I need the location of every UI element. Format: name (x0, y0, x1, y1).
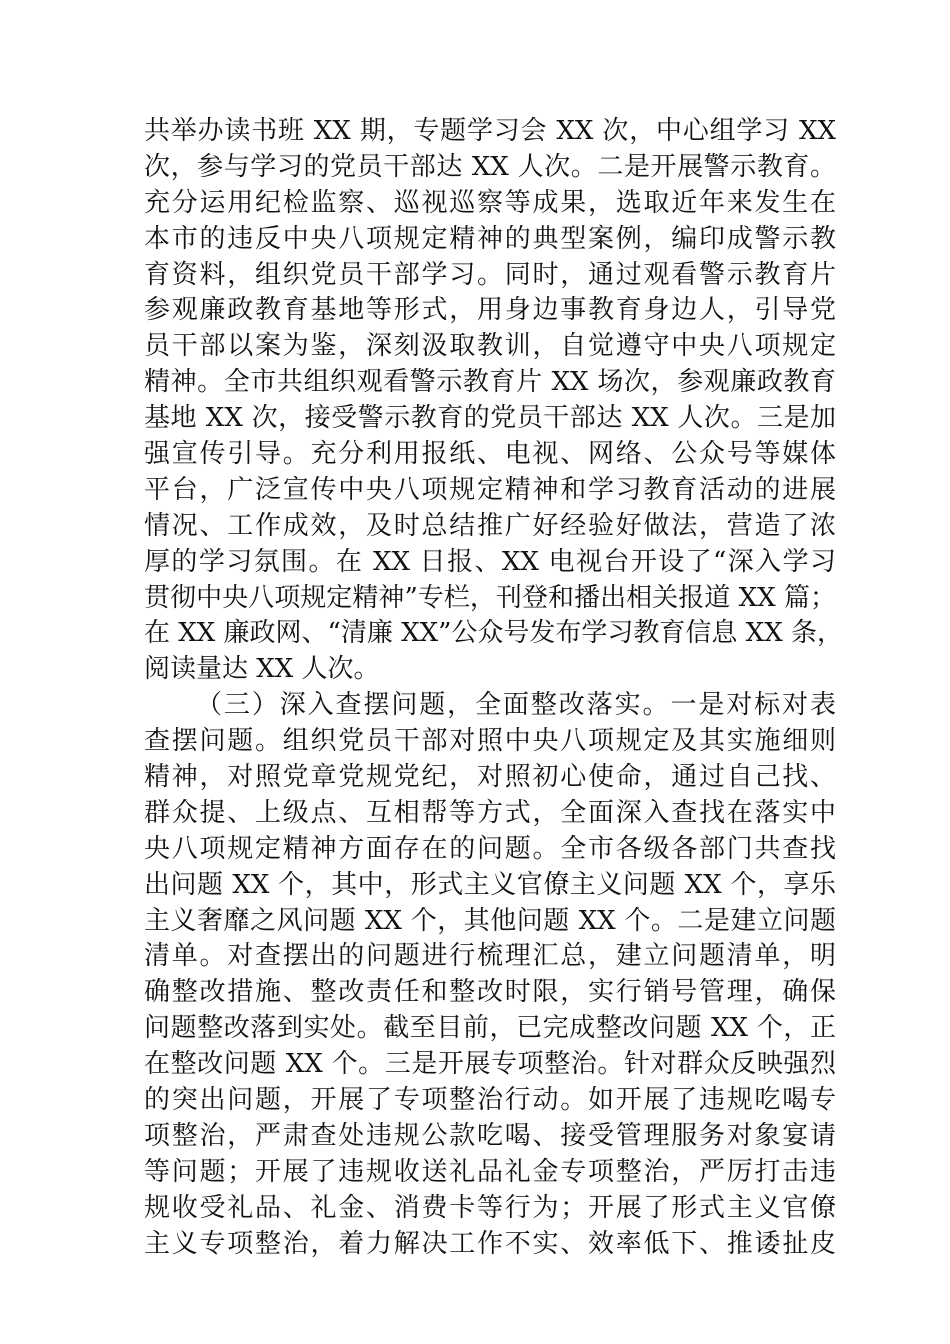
text-line-16: 阅读量达 XX 人次。 (144, 654, 380, 685)
text-line-1: 共举办读书班 XX 期，专题学习会 XX 次，中心组学习 XX (144, 116, 836, 146)
text-line-21: 央八项规定精神方面存在的问题。全市各级各部门共查找 (144, 833, 836, 864)
text-line-30: 等问题；开展了违规收送礼品礼金专项整治，严厉打击违 (144, 1156, 836, 1187)
text-line-9: 基地 XX 次，接受警示教育的党员干部达 XX 人次。三是加 (144, 403, 836, 434)
text-line-24: 清单。对查摆出的问题进行梳理汇总，建立问题清单，明 (144, 941, 836, 972)
text-line-31: 规收受礼品、礼金、消费卡等行为；开展了形式主义官僚 (144, 1192, 836, 1223)
text-line-8: 精神。全市共组织观看警示教育片 XX 场次，参观廉政教育 (144, 367, 836, 398)
text-line-2: 次，参与学习的党员干部达 XX 人次。二是开展警示教育。 (144, 151, 836, 182)
text-line-23: 主义奢靡之风问题 XX 个，其他问题 XX 个。二是建立问题 (144, 905, 836, 936)
text-line-27: 在整改问题 XX 个。三是开展专项整治。针对群众反映强烈 (144, 1049, 836, 1080)
text-line-26: 问题整改落到实处。截至目前，已完成整改问题 XX 个，正 (144, 1013, 836, 1044)
text-line-13: 厚的学习氛围。在 XX 日报、XX 电视台开设了“深入学习 (144, 546, 836, 577)
text-line-22: 出问题 XX 个，其中，形式主义官僚主义问题 XX 个，享乐 (144, 869, 836, 900)
text-line-5: 育资料，组织党员干部学习。同时，通过观看警示教育片 (144, 259, 836, 290)
text-line-18: 查摆问题。组织党员干部对照中央八项规定及其实施细则 (144, 726, 836, 757)
text-line-4: 本市的违反中央八项规定精神的典型案例，编印成警示教 (144, 223, 836, 254)
text-line-7: 员干部以案为鉴，深刻汲取教训，自觉遵守中央八项规定 (144, 331, 836, 362)
text-line-15: 在 XX 廉政网、“清廉 XX”公众号发布学习教育信息 XX 条， (144, 618, 843, 649)
text-line-19: 精神，对照党章党规党纪，对照初心使命，通过自己找、 (144, 762, 836, 793)
text-line-25: 确整改措施、整改责任和整改时限，实行销号管理，确保 (144, 977, 836, 1008)
text-line-3: 充分运用纪检监察、巡视巡察等成果，选取近年来发生在 (144, 187, 836, 218)
text-line-14: 贯彻中央八项规定精神”专栏，刊登和播出相关报道 XX 篇； (144, 582, 836, 613)
text-line-6: 参观廉政教育基地等形式，用身边事教育身边人，引导党 (144, 295, 836, 326)
section-heading-line: （三）深入查摆问题，全面整改落实。一是对标对表 (196, 690, 836, 721)
text-line-10: 强宣传引导。充分利用报纸、电视、网络、公众号等媒体 (144, 439, 836, 470)
text-line-11: 平台，广泛宣传中央八项规定精神和学习教育活动的进展 (144, 474, 836, 505)
text-line-29: 项整治，严肃查处违规公款吃喝、接受管理服务对象宴请 (144, 1120, 836, 1151)
body-text (144, 114, 843, 1263)
text-line-28: 的突出问题，开展了专项整治行动。如开展了违规吃喝专 (144, 1085, 836, 1116)
text-line-32: 主义专项整治，着力解决工作不实、效率低下、推诿扯皮 (144, 1228, 836, 1259)
text-line-12: 情况、工作成效，及时总结推广好经验好做法，营造了浓 (144, 510, 836, 541)
text-line-20: 群众提、上级点、互相帮等方式，全面深入查找在落实中 (144, 797, 836, 828)
